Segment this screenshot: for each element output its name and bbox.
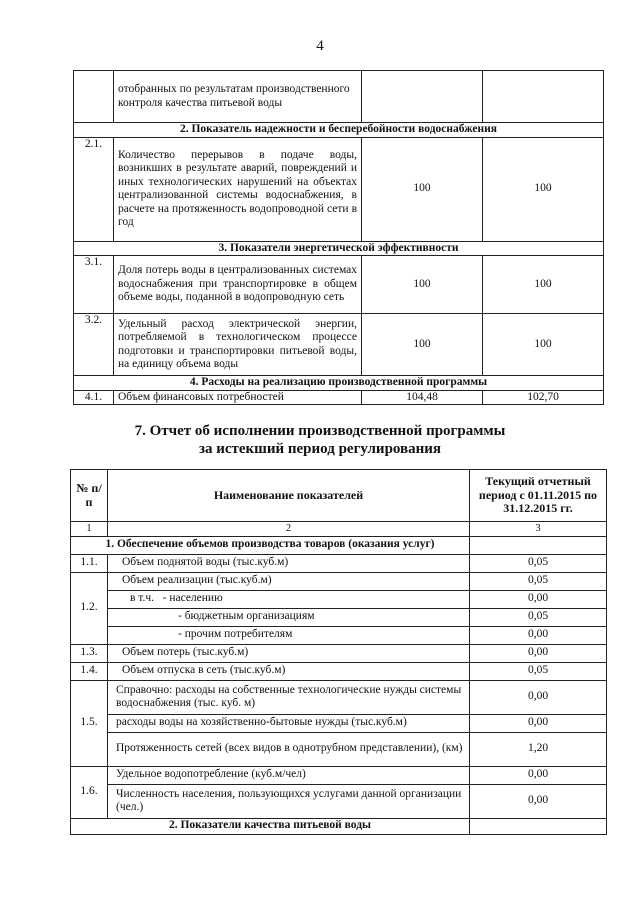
- row-number: 2.1.: [74, 137, 114, 241]
- table-row: [71, 732, 607, 766]
- section-heading: 3. Показатели энергетической эффективности: [74, 241, 604, 256]
- value-cell: 102,70: [483, 390, 604, 405]
- value-cell: 100: [483, 314, 604, 376]
- indicator-name: Количество перерывов в подаче воды, возникших в результате аварий, повреждений и иных технологических нарушений на объектах централизованной системы водоснабжения, в расчете на протяженность водопроводной сети в год: [114, 137, 362, 241]
- column-header-number: № п/п: [71, 470, 108, 522]
- row-number: 1.2.: [71, 572, 108, 644]
- report-title-line-1: 7. Отчет об исполнении производственной программы: [134, 423, 506, 439]
- value-cell: 100: [483, 256, 604, 314]
- value-cell: [470, 818, 607, 834]
- row-number: 1.5.: [71, 680, 108, 766]
- row-number: 1.1.: [71, 554, 108, 572]
- section-row: [74, 376, 604, 391]
- table-row: [71, 572, 607, 590]
- report-title-line-2: за истекший период регулирования: [198, 441, 442, 457]
- report-title: [0, 422, 640, 458]
- indicator-name: Удельный расход электрической энергии, потребляемой в технологическом процессе подготовки и транспортировки питьевой воды, на единицу объема воды: [114, 314, 362, 376]
- table-row: [71, 644, 607, 662]
- value-cell: 0,05: [470, 608, 607, 626]
- indicator-name: в т.ч. - населению: [108, 590, 470, 608]
- column-number: 2: [108, 522, 470, 537]
- value-cell: [362, 71, 483, 123]
- column-number-row: [71, 522, 607, 537]
- value-cell: [483, 71, 604, 123]
- table-row: [71, 590, 607, 608]
- section-row: [71, 536, 607, 554]
- row-number: 1.4.: [71, 662, 108, 680]
- table-row: [71, 784, 607, 818]
- indicators-table-continued: [73, 70, 604, 405]
- value-cell: 1,20: [470, 732, 607, 766]
- value-cell: 0,00: [470, 644, 607, 662]
- value-cell: 0,05: [470, 572, 607, 590]
- value-cell: 0,00: [470, 590, 607, 608]
- indicator-name: Удельное водопотребление (куб.м/чел): [108, 766, 470, 784]
- indicator-name: - бюджетным организациям: [108, 608, 470, 626]
- table-row: [74, 137, 604, 241]
- section-heading: 2. Показатель надежности и бесперебойности водоснабжения: [74, 123, 604, 138]
- value-cell: 0,00: [470, 766, 607, 784]
- table-row: [71, 680, 607, 714]
- table-row: [74, 390, 604, 405]
- section-row: [74, 123, 604, 138]
- value-cell: 100: [362, 314, 483, 376]
- value-cell: 104,48: [362, 390, 483, 405]
- section-heading: 2. Показатели качества питьевой воды: [71, 818, 470, 834]
- table-row: [71, 554, 607, 572]
- table-row: [74, 71, 604, 123]
- indicator-name: Справочно: расходы на собственные технологические нужды системы водоснабжения (тыс. куб. м): [108, 680, 470, 714]
- value-cell: [470, 536, 607, 554]
- section-heading: 4. Расходы на реализацию производственной программы: [74, 376, 604, 391]
- column-header-period: Текущий отчетный период с 01.11.2015 по 31.12.2015 гг.: [470, 470, 607, 522]
- table-row: [71, 766, 607, 784]
- value-cell: 0,00: [470, 626, 607, 644]
- page-number: 4: [316, 38, 324, 54]
- value-cell: 0,00: [470, 784, 607, 818]
- indicator-name: Объем реализации (тыс.куб.м): [108, 572, 470, 590]
- indicator-name: Объем финансовых потребностей: [114, 390, 362, 405]
- value-cell: 100: [362, 256, 483, 314]
- indicator-name: расходы воды на хозяйственно-бытовые нужды (тыс.куб.м): [108, 714, 470, 732]
- row-number: 3.1.: [74, 256, 114, 314]
- table-row: [71, 626, 607, 644]
- program-report-table: [70, 469, 607, 835]
- row-number: 3.2.: [74, 314, 114, 376]
- row-number: 1.6.: [71, 766, 108, 818]
- indicator-name: Численность населения, пользующихся услугами данной организации (чел.): [108, 784, 470, 818]
- indicator-name: Протяженность сетей (всех видов в однотрубном представлении), (км): [108, 732, 470, 766]
- table-row: [71, 608, 607, 626]
- value-cell: 0,05: [470, 662, 607, 680]
- column-header-name: Наименование показателей: [108, 470, 470, 522]
- value-cell: 0,05: [470, 554, 607, 572]
- indicator-name: - прочим потребителям: [108, 626, 470, 644]
- indicator-name: Объем поднятой воды (тыс.куб.м): [108, 554, 470, 572]
- section-heading: 1. Обеспечение объемов производства товаров (оказания услуг): [71, 536, 470, 554]
- column-number: 3: [470, 522, 607, 537]
- value-cell: 100: [483, 137, 604, 241]
- row-number-cell: [74, 71, 114, 123]
- value-cell: 0,00: [470, 714, 607, 732]
- indicator-name: Доля потерь воды в централизованных системах водоснабжения при транспортировке в общем объеме воды, поданной в водопроводную сеть: [114, 256, 362, 314]
- indicator-name: отобранных по результатам производственного контроля качества питьевой воды: [114, 71, 362, 123]
- table-row: [74, 256, 604, 314]
- table-row: [71, 662, 607, 680]
- indicator-name: Объем потерь (тыс.куб.м): [108, 644, 470, 662]
- value-cell: 100: [362, 137, 483, 241]
- table-row: [71, 714, 607, 732]
- value-cell: 0,00: [470, 680, 607, 714]
- header-row: [71, 470, 607, 522]
- indicator-name: Объем отпуска в сеть (тыс.куб.м): [108, 662, 470, 680]
- section-row: [74, 241, 604, 256]
- column-number: 1: [71, 522, 108, 537]
- row-number: 4.1.: [74, 390, 114, 405]
- row-number: 1.3.: [71, 644, 108, 662]
- section-row: [71, 818, 607, 834]
- table-row: [74, 314, 604, 376]
